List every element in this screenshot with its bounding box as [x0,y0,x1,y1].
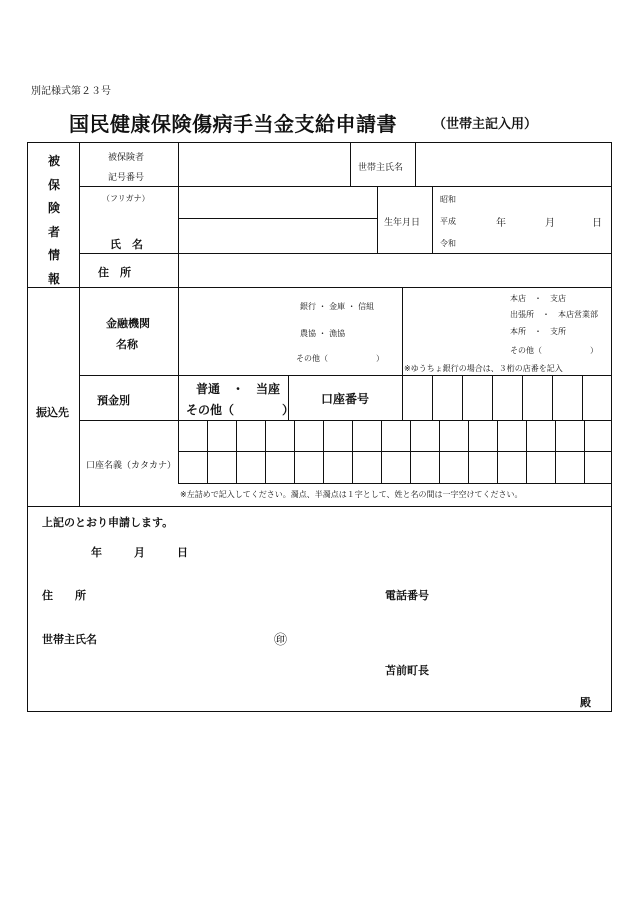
col-line [402,287,403,420]
row-line [79,186,612,187]
transfer-label: 振込先 [36,406,69,419]
holder-char-box[interactable] [468,420,469,483]
row-line [178,483,612,484]
row-line [79,253,612,254]
deposit-type-label: 預金別 [97,394,130,407]
form-subtitle: （世帯主記入用） [433,117,538,132]
holder-char-box[interactable] [323,420,324,483]
date-year-label: 年 [91,546,102,559]
address-field[interactable] [180,255,610,286]
holder-char-box[interactable] [265,420,266,483]
holder-char-box[interactable] [410,420,411,483]
holder-char-box[interactable] [526,420,527,483]
insured-info-label [44,150,64,291]
holder-char-box[interactable] [294,420,295,483]
label-char: 報 [47,271,60,286]
name-field[interactable] [180,220,376,252]
section-divider-insured [27,287,612,288]
col-line [432,186,433,253]
bank-label-1: 金融機関 [106,317,150,330]
symbol-number-label-2: 記号番号 [108,173,145,183]
bank-label-2: 名称 [116,338,138,351]
seal-mark: ㊞ [274,633,288,648]
applicant-address-label: 住 所 [42,589,86,602]
birth-month-label: 月 [545,218,555,229]
holder-char-box[interactable] [352,420,353,483]
col-line [79,142,80,506]
address-label: 住 所 [98,266,131,279]
furigana-label: （フリガナ） [102,194,150,203]
era-showa[interactable]: 昭和 [440,195,456,204]
birth-day-label: 日 [592,218,602,229]
account-number-label: 口座番号 [321,392,370,406]
holder-char-box[interactable] [497,420,498,483]
furigana-field[interactable] [180,188,376,217]
col-line [178,142,179,483]
branch-other[interactable]: その他（ ） [510,346,598,355]
account-number-box[interactable] [522,375,523,420]
bank-type-other[interactable]: その他（ ） [296,354,384,363]
holder-note: ※左詰めで記入してください。濁点、半濁点は１字として、姓と名の間は一字空けてください。 [180,490,523,499]
declaration-statement: 上記のとおり申請します。 [42,516,174,529]
bank-type-options-1[interactable]: 銀行 ・ 金庫 ・ 信組 [300,302,375,311]
branch-options-2[interactable]: 出張所 ・ 本店営業部 [510,310,598,319]
birthdate-label: 生年月日 [384,218,421,228]
holder-char-box[interactable] [439,420,440,483]
date-month-label: 月 [134,546,145,559]
account-number-box[interactable] [582,375,583,420]
applicant-head-name-label: 世帯主氏名 [42,633,97,646]
form-number: 別記様式第２３号 [31,86,111,97]
deposit-type-options[interactable]: 普通 ・ 当座 [196,382,281,396]
honorific-label: 殿 [580,696,591,709]
col-line [415,142,416,186]
label-char: 者 [47,224,60,239]
row-line [178,451,612,452]
era-reiwa[interactable]: 令和 [440,239,456,248]
symbol-number-label-1: 被保険者 [108,153,145,163]
birth-year-label: 年 [496,218,506,229]
account-holder-label: 口座名義（カタカナ） [86,461,177,471]
holder-char-box[interactable] [236,420,237,483]
era-heisei[interactable]: 平成 [440,217,456,226]
holder-char-box[interactable] [381,420,382,483]
yucho-note: ※ゆうちょ銀行の場合は、３桁の店番を記入 [404,364,563,373]
symbol-number-field[interactable] [180,144,348,185]
label-char: 情 [47,248,60,262]
name-label: 氏 名 [110,238,143,251]
holder-char-box[interactable] [584,420,585,483]
head-name-label: 世帯主氏名 [358,163,404,173]
branch-options-3[interactable]: 本所 ・ 支所 [510,327,566,336]
form-title: 国民健康保険傷病手当金支給申請書 [69,112,397,136]
mayor-label: 苫前町長 [385,664,429,677]
row-line [79,420,612,421]
branch-options-1[interactable]: 本店 ・ 支店 [510,294,566,303]
row-line [178,218,377,219]
account-number-box[interactable] [552,375,553,420]
col-line [350,142,351,186]
deposit-type-other[interactable]: その他（ ） [186,403,295,417]
label-char: 被 [47,154,60,168]
date-day-label: 日 [177,546,188,559]
account-number-box[interactable] [432,375,433,420]
head-name-field[interactable] [417,144,610,185]
row-line [79,375,612,376]
account-number-box[interactable] [462,375,463,420]
label-char: 険 [47,201,60,215]
bank-type-options-2[interactable]: 農協 ・ 漁協 [300,329,346,338]
account-number-box[interactable] [492,375,493,420]
holder-char-box[interactable] [207,420,208,483]
holder-char-box[interactable] [555,420,556,483]
phone-label: 電話番号 [385,589,429,602]
col-line [377,186,378,253]
label-char: 保 [47,177,60,192]
section-divider-transfer [27,506,612,507]
